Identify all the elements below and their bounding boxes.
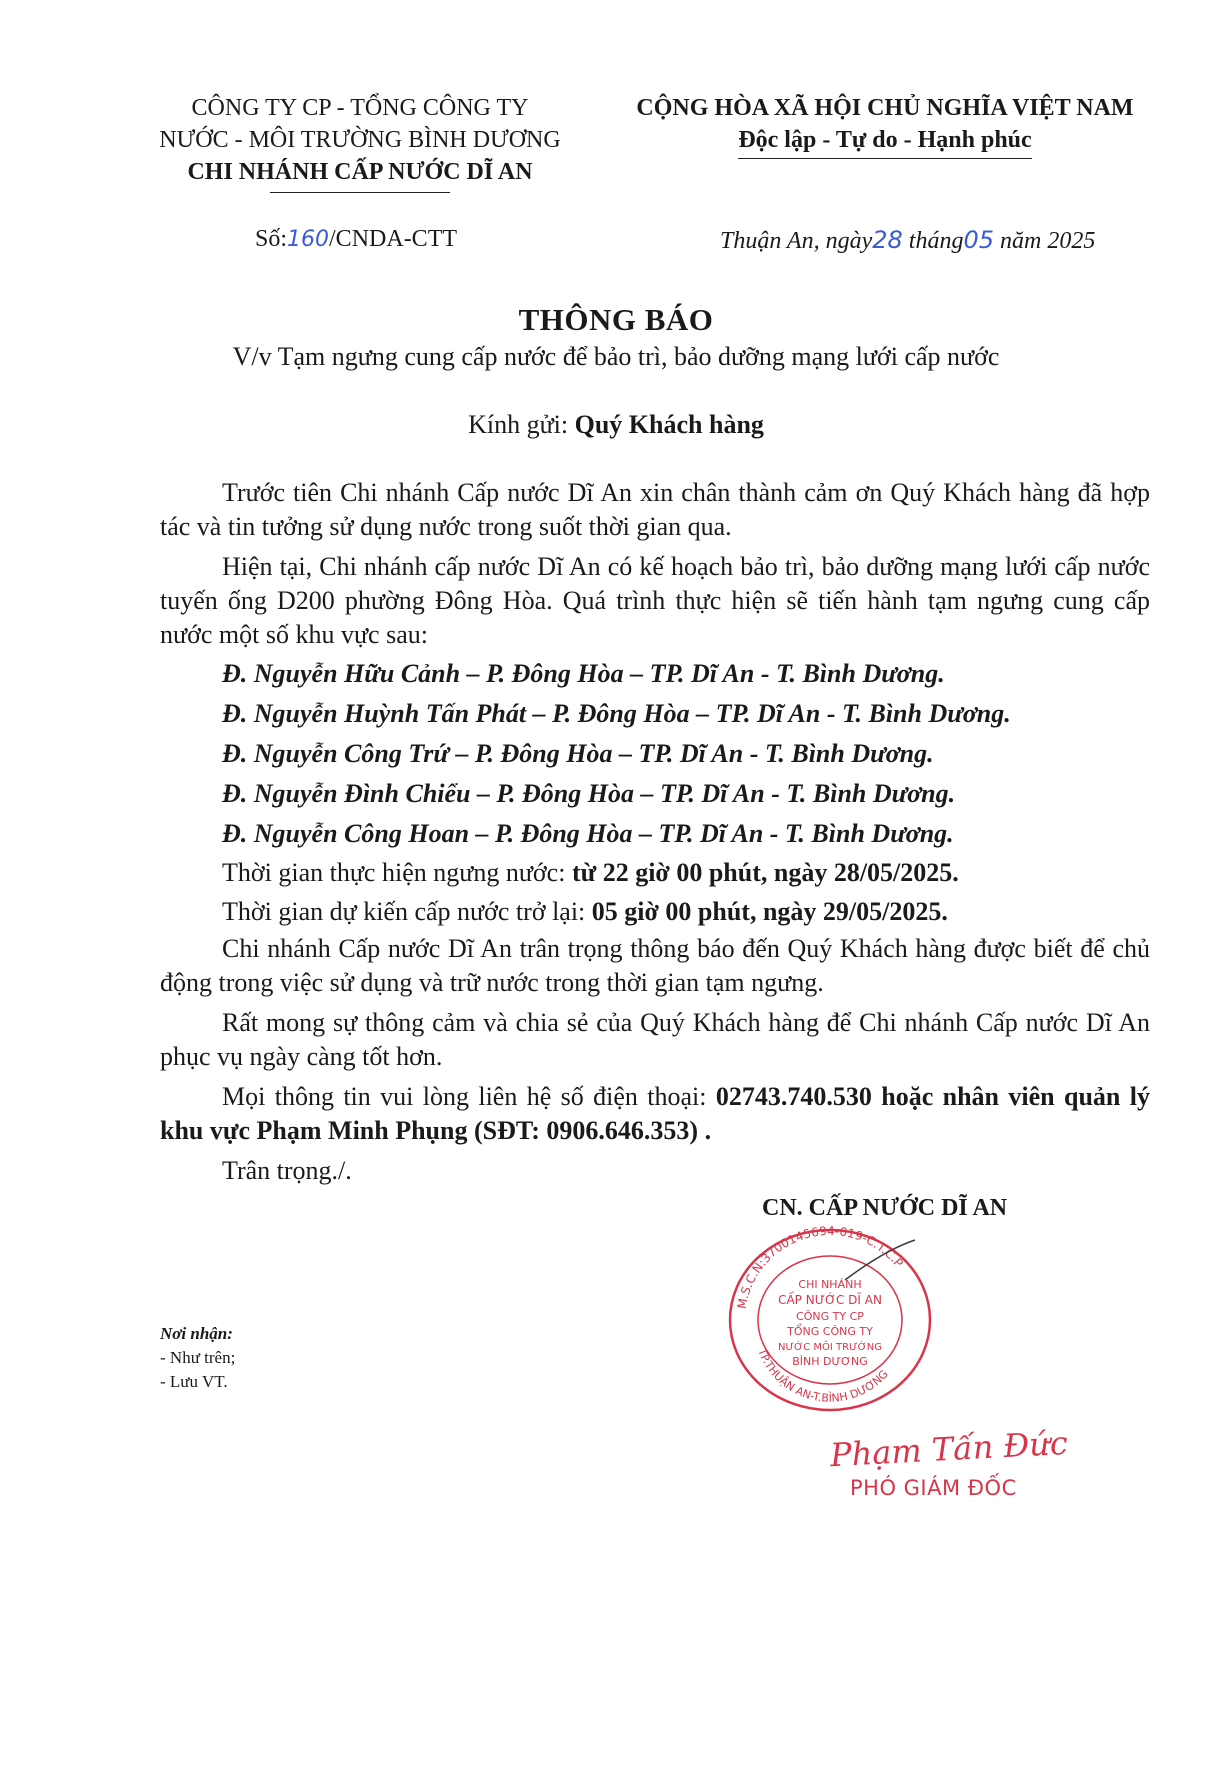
- address-item: Đ. Nguyễn Huỳnh Tấn Phát – P. Đông Hòa – TP. Dĩ An - T. Bình Dương.: [222, 699, 1011, 728]
- date-day-handwritten: 28: [872, 226, 903, 254]
- org-divider: [270, 192, 450, 193]
- nation-line-1: CỘNG HÒA XÃ HỘI CHỦ NGHĨA VIỆT NAM: [636, 95, 1134, 121]
- nation-motto: Độc lập - Tự do - Hạnh phúc: [738, 124, 1031, 159]
- org-line-2: NƯỚC - MÔI TRƯỜNG BÌNH DƯƠNG: [159, 127, 561, 153]
- address-item: Đ. Nguyễn Công Trứ – P. Đông Hòa – TP. Dĩ An - T. Bình Dương.: [222, 739, 934, 768]
- date-month-label: tháng: [908, 228, 964, 254]
- document-number: [255, 226, 457, 253]
- closing: Trân trọng./.: [222, 1156, 352, 1185]
- contact-label: Mọi thông tin vui lòng liên hệ số điện thoại:: [222, 1082, 716, 1111]
- paragraph-plan: Hiện tại, Chi nhánh cấp nước Dĩ An có kế hoạch bảo trì, bảo dưỡng mạng lưới cấp nước tuyến ống D200 phường Đông Hòa. Quá trình thực hiện sẽ tiến hành tạm ngưng cung cấp nước một số khu vực sau:: [160, 552, 1150, 649]
- seal-line: TỔNG CÔNG TY: [787, 1325, 873, 1338]
- seal-ring-text-top: M.S.C.N:3700145694-019-C.T.C.P: [734, 1223, 906, 1310]
- seal-line: CÔNG TY CP: [796, 1310, 864, 1323]
- seal-line: CẤP NƯỚC DĨ AN: [778, 1293, 882, 1307]
- national-header: [600, 92, 1170, 159]
- stop-time: [160, 854, 1150, 892]
- recipient-item: - Lưu VT.: [160, 1372, 228, 1391]
- resume-time-label: Thời gian dự kiến cấp nước trở lại:: [222, 897, 592, 926]
- greeting-recipient: Quý Khách hàng: [574, 410, 764, 439]
- seal-line: CHI NHÁNH: [798, 1278, 862, 1291]
- paragraph-thanks: Trước tiên Chi nhánh Cấp nước Dĩ An xin chân thành cảm ơn Quý Khách hàng đã hợp tác và tin tưởng sử dụng nước trong suốt thời gian qua.: [160, 478, 1150, 541]
- signer-title: PHÓ GIÁM ĐỐC: [850, 1476, 1017, 1500]
- recipients: [160, 1322, 235, 1394]
- greeting-prefix: Kính gửi:: [468, 410, 575, 439]
- notice-body: [160, 476, 1150, 1188]
- doc-no-handwritten: 160: [287, 227, 330, 252]
- recipients-label: Nơi nhận:: [160, 1324, 233, 1343]
- seal-line: BÌNH DƯƠNG: [792, 1355, 868, 1368]
- recipient-item: - Như trên;: [160, 1348, 236, 1367]
- signing-organization: CN. CẤP NƯỚC DĨ AN: [762, 1195, 1008, 1221]
- seal-ring-text-bottom: TP.THUẬN AN-T.BÌNH DƯƠNG: [755, 1346, 891, 1405]
- organization-header: [140, 92, 580, 193]
- company-seal: [715, 1220, 945, 1420]
- date-prefix: Thuận An, ngày: [720, 228, 873, 254]
- doc-no-prefix: Số:: [255, 226, 288, 252]
- seal-line: NƯỚC MÔI TRƯỜNG: [778, 1342, 882, 1353]
- address-list: [160, 654, 1150, 854]
- document-date: [720, 226, 1095, 255]
- signer-name: Phạm Tấn Đức: [829, 1423, 1069, 1475]
- paragraph-apology: Rất mong sự thông cảm và chia sẻ của Quý Khách hàng để Chi nhánh Cấp nước Dĩ An phục vụ ngày càng tốt hơn.: [160, 1008, 1150, 1071]
- org-line-1: CÔNG TY CP - TỔNG CÔNG TY: [191, 95, 529, 121]
- greeting: [0, 410, 1232, 440]
- address-item: Đ. Nguyễn Hữu Cảnh – P. Đông Hòa – TP. Dĩ An - T. Bình Dương.: [222, 659, 945, 688]
- resume-time-value: 05 giờ 00 phút, ngày 29/05/2025.: [591, 897, 948, 926]
- notice-subtitle: V/v Tạm ngưng cung cấp nước để bảo trì, bảo dưỡng mạng lưới cấp nước: [232, 342, 1000, 371]
- resume-time: [160, 892, 1150, 932]
- contact-value: 02743.740.530 hoặc nhân viên quản lý khu vực Phạm Minh Phụng (SĐT: 0906.646.353) .: [160, 1082, 1150, 1145]
- notice-title: THÔNG BÁO: [518, 302, 714, 337]
- stop-time-value: từ 22 giờ 00 phút, ngày 28/05/2025.: [571, 858, 959, 887]
- doc-no-suffix: /CNDA-CTT: [329, 226, 458, 252]
- address-item: Đ. Nguyễn Công Hoan – P. Đông Hòa – TP. Dĩ An - T. Bình Dương.: [222, 819, 954, 848]
- org-line-3: CHI NHÁNH CẤP NƯỚC DĨ AN: [187, 159, 533, 185]
- stop-time-label: Thời gian thực hiện ngưng nước:: [222, 858, 572, 887]
- paragraph-inform: Chi nhánh Cấp nước Dĩ An trân trọng thông báo đến Quý Khách hàng được biết để chủ động trong việc sử dụng và trữ nước trong thời gian tạm ngưng.: [160, 934, 1150, 997]
- address-item: Đ. Nguyễn Đình Chiểu – P. Đông Hòa – TP. Dĩ An - T. Bình Dương.: [222, 779, 956, 808]
- date-year: năm 2025: [1000, 228, 1096, 254]
- date-month-handwritten: 05: [963, 226, 994, 254]
- paragraph-contact: [160, 1080, 1150, 1148]
